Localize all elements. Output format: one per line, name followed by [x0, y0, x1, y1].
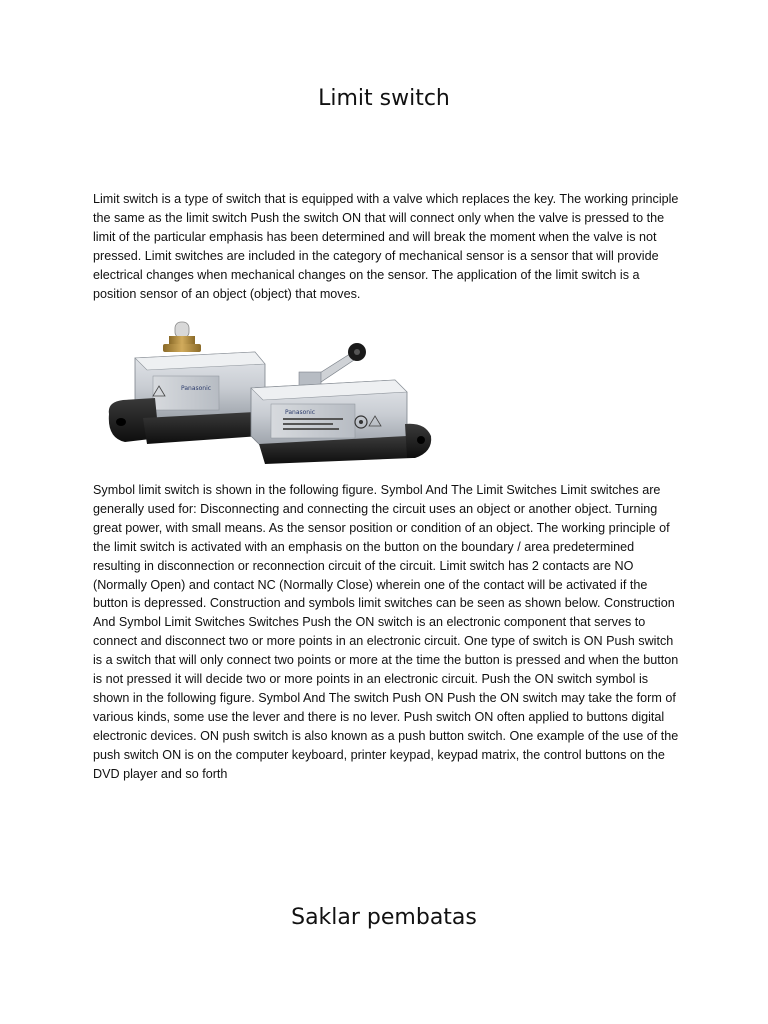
page-title: Limit switch	[318, 86, 450, 111]
limit-switch-photo	[95, 318, 455, 466]
brand-label-2: Panasonic	[285, 409, 316, 416]
plunger-limit-switch	[109, 322, 265, 444]
body-paragraph: Symbol limit switch is shown in the following figure. Symbol And The Limit Switches Limit switches are generally used for: Disconnecting and connecting the circuit uses an object or another object. Turning great power, with small means. As the sensor position or condition of an object. The working principle of the limit switch is activated with an emphasis on the button on the boundary / area predetermined resulting in disconnection or reconnection circuit of the circuit. Limit switch has 2 contacts are NO (Normally Open) and contact NC (Normally Close) wherein one of the contact will be activated if the button is depressed. Construction and symbols limit switches can be seen as shown below. Construction And Symbol Limit Switches Switches Push the ON switch is an electronic component that serves to connect and disconnect two or more points in an electronic circuit. One type of switch is ON Push switch is a switch that will only connect two points or more at the time the button is pressed and when the button is not pressed it will decide two or more points in an electronic circuit. Push the ON switch symbol is shown in the following figure. Symbol And The switch Push ON Push the ON switch may take the form of various kinds, some use the lever and there is no lever. Push switch ON often applied to buttons digital electronic devices. ON push switch is also known as a push button switch. One example of the use of the push switch ON is on the computer keyboard, printer keypad, keypad matrix, the control buttons on the DVD player and so forth	[93, 483, 679, 781]
roller-lever-limit-switch	[251, 343, 431, 464]
intro-paragraph: Limit switch is a type of switch that is equipped with a valve which replaces the key. The working principle the same as the limit switch Push the switch ON that will connect only when the valve is pressed to the limit of the particular emphasis has been determined and will break the moment when the valve is not pressed. Limit switches are included in the category of mechanical sensor is a sensor that will provide electrical changes when mechanical changes on the sensor. The application of the limit switch is a position sensor of an object (object) that moves.	[93, 192, 679, 301]
section-heading: Saklar pembatas	[291, 905, 477, 930]
brand-label: Panasonic	[181, 385, 212, 392]
